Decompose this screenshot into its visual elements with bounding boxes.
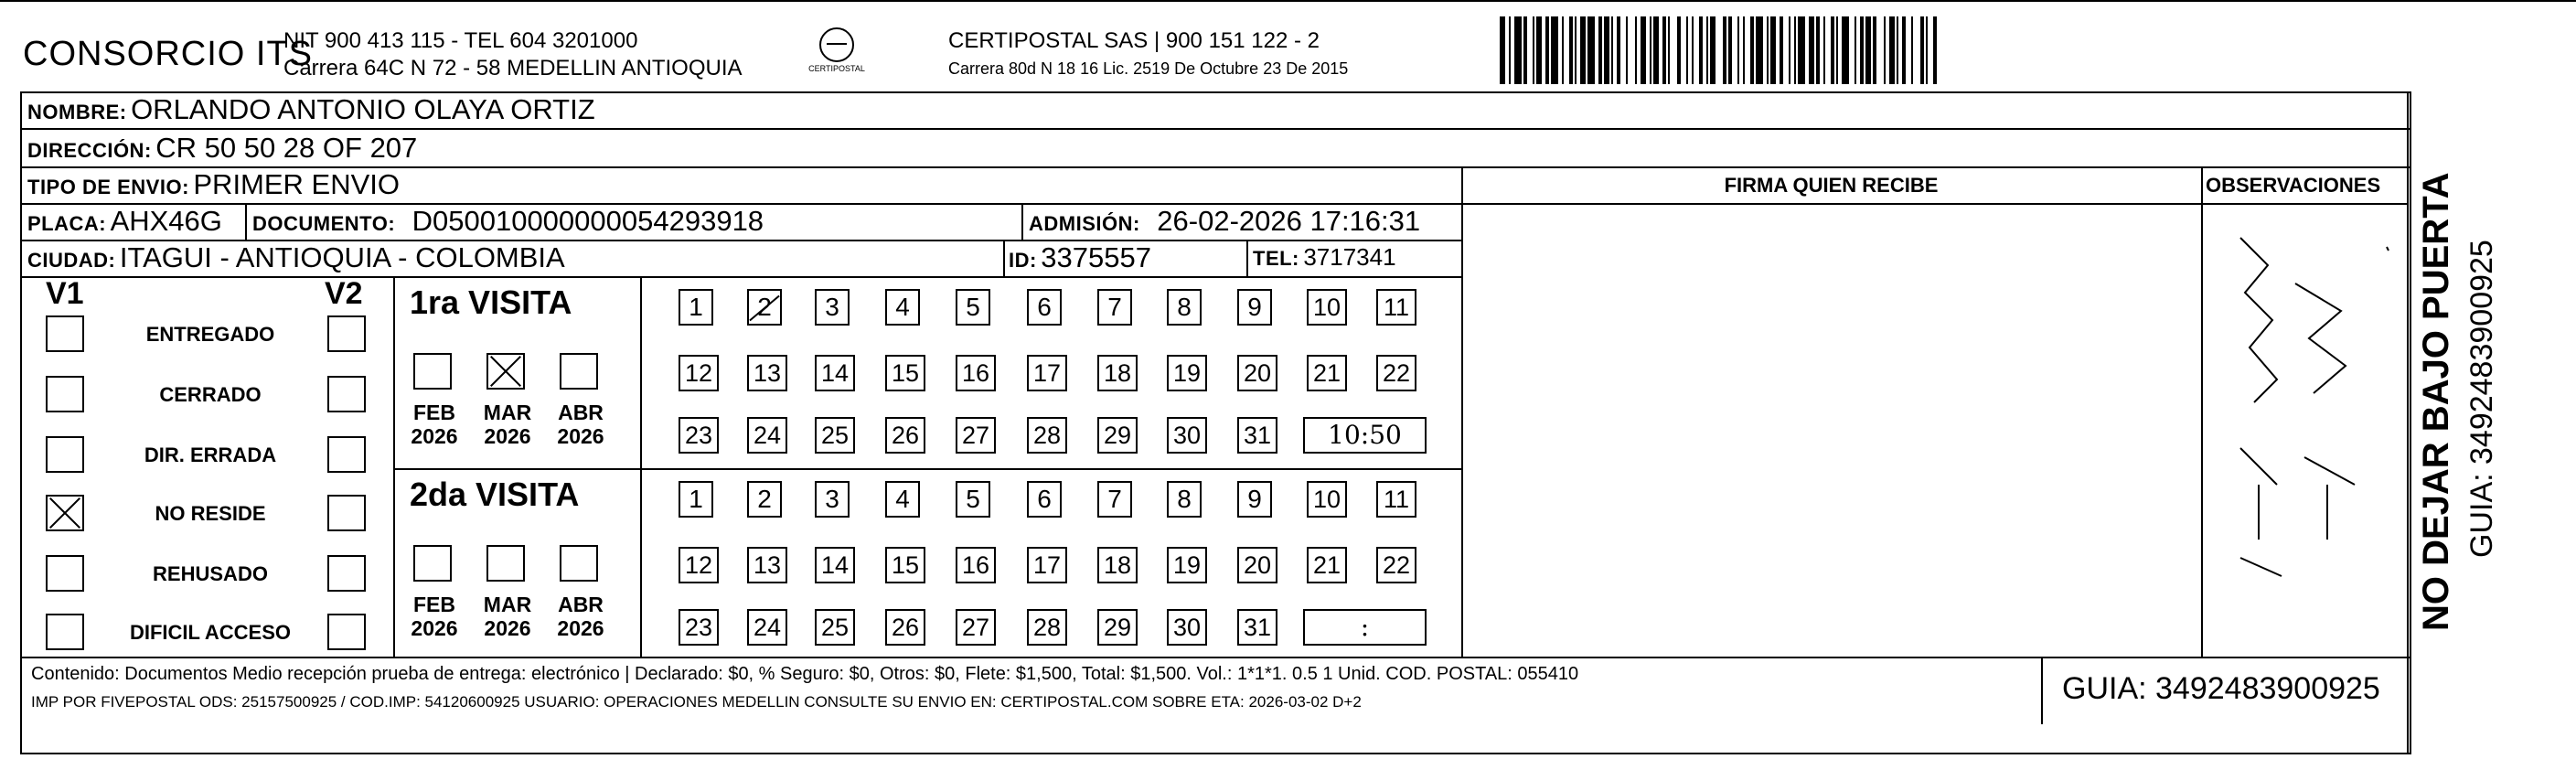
admision-value: 26-02-2026 17:16:31	[1157, 205, 1421, 237]
day-box[interactable]: 23	[679, 609, 719, 646]
day-box[interactable]: 15	[885, 355, 925, 391]
tipo-envio-value: PRIMER ENVIO	[193, 168, 401, 200]
status-label: REHUSADO	[153, 562, 268, 585]
day-box[interactable]: 17	[1027, 355, 1067, 391]
day-box[interactable]: 1	[679, 481, 713, 518]
id-label: ID:	[1009, 249, 1037, 272]
ciudad-value: ITAGUI - ANTIOQUIA - COLOMBIA	[119, 241, 565, 273]
ciudad-field	[27, 241, 565, 274]
footer-contenido: Contenido: Documentos Medio recepción prueba de entrega: electrónico | Declarado: $0, % Seguro: $0, Otros: $0, Flete: $1,500, Total: $1,500. Vol.: 1*1*1. 0.5 1 Unid. COD. POSTAL: 055410	[31, 664, 1579, 684]
day-box[interactable]: 29	[1097, 609, 1138, 646]
day-box[interactable]: 3	[815, 481, 850, 518]
day-box[interactable]: 22	[1376, 547, 1416, 583]
day-box[interactable]: 20	[1237, 355, 1277, 391]
month-caption	[410, 593, 459, 640]
v2-header: V2	[325, 276, 363, 311]
v1-checkbox[interactable]	[46, 555, 84, 592]
divider	[245, 203, 247, 240]
divider	[20, 128, 2411, 130]
tel-label: TEL:	[1253, 247, 1299, 270]
divider	[2201, 166, 2203, 657]
day-box[interactable]: 29	[1097, 417, 1138, 454]
v1-checkbox[interactable]	[46, 376, 84, 412]
top-edge-line	[0, 0, 2576, 2]
barcode-bar	[1937, 16, 1940, 84]
barcode-bar	[1842, 16, 1849, 84]
company-nit: NIT 900 413 115 - TEL 604 3201000	[283, 28, 638, 53]
day-box[interactable]: 27	[956, 609, 996, 646]
divider	[393, 468, 1463, 470]
day-box[interactable]: 28	[1027, 417, 1067, 454]
month-year: 2026	[411, 616, 458, 640]
certipostal-address: Carrera 80d N 18 16 Lic. 2519 De Octubre 23 De 2015	[948, 59, 1349, 78]
day-box[interactable]: 30	[1167, 417, 1207, 454]
v1-checkbox[interactable]	[46, 436, 84, 473]
company-name: CONSORCIO ITS	[23, 35, 314, 73]
company-address: Carrera 64C N 72 - 58 MEDELLIN ANTIOQUIA	[283, 56, 743, 80]
visit-title: 1ra VISITA	[410, 283, 572, 321]
divider	[20, 276, 1462, 278]
v1-checkbox[interactable]	[46, 495, 84, 531]
day-box[interactable]: 21	[1307, 547, 1347, 583]
day-box[interactable]: 25	[815, 609, 855, 646]
day-box[interactable]: 5	[956, 481, 990, 518]
time-box[interactable]: :	[1303, 609, 1427, 646]
certipostal-info	[948, 27, 1348, 82]
status-label: ENTREGADO	[145, 323, 275, 346]
tel-value: 3717341	[1303, 243, 1396, 271]
documento-field	[252, 205, 764, 238]
day-box[interactable]: 30	[1167, 609, 1207, 646]
day-box[interactable]: 26	[885, 609, 925, 646]
day-box[interactable]: 15	[885, 547, 925, 583]
month-label: MAR	[483, 401, 532, 424]
month-caption	[556, 401, 605, 448]
day-box[interactable]: 16	[956, 547, 996, 583]
day-box[interactable]: 18	[1097, 355, 1138, 391]
day-box[interactable]: 9	[1237, 289, 1272, 326]
ciudad-label: CIUDAD:	[27, 249, 116, 272]
month-year: 2026	[557, 424, 604, 448]
day-box[interactable]: 22	[1376, 355, 1416, 391]
day-box[interactable]: 28	[1027, 609, 1067, 646]
day-box[interactable]: 7	[1097, 481, 1132, 518]
day-box[interactable]: 11	[1376, 289, 1416, 326]
no-dejar-bajo-puerta: NO DEJAR BAJO PUERTA	[2416, 172, 2456, 631]
direccion-value: CR 50 50 28 OF 207	[155, 132, 418, 164]
status-label: NO RESIDE	[155, 502, 266, 525]
day-box[interactable]: 24	[747, 609, 787, 646]
month-checkbox[interactable]	[560, 545, 598, 582]
v2-checkbox[interactable]	[327, 376, 366, 412]
month-year: 2026	[557, 616, 604, 640]
divider	[20, 657, 2411, 658]
day-box[interactable]: 20	[1237, 547, 1277, 583]
day-box[interactable]: 19	[1167, 355, 1207, 391]
month-label: ABR	[558, 593, 604, 616]
day-box[interactable]: 24	[747, 417, 787, 454]
divider	[1021, 203, 1023, 240]
barcode-bar	[1587, 16, 1595, 84]
day-box[interactable]: 6	[1027, 289, 1062, 326]
v1-header: V1	[46, 276, 84, 311]
month-checkbox[interactable]	[413, 353, 452, 390]
day-box[interactable]: 6	[1027, 481, 1062, 518]
status-label: DIFICIL ACCESO	[129, 621, 291, 644]
firma-header: FIRMA QUIEN RECIBE	[1724, 174, 1939, 197]
day-box[interactable]: 17	[1027, 547, 1067, 583]
day-box[interactable]: 4	[885, 481, 920, 518]
divider	[1003, 240, 1005, 276]
day-box[interactable]: 11	[1376, 481, 1416, 518]
day-box[interactable]: 21	[1307, 355, 1347, 391]
company-info	[283, 27, 743, 82]
day-box[interactable]: 12	[679, 355, 719, 391]
certipostal-nit: CERTIPOSTAL SAS | 900 151 122 - 2	[948, 28, 1320, 53]
day-box[interactable]: 31	[1237, 609, 1277, 646]
observaciones-header: OBSERVACIONES	[2206, 174, 2381, 197]
tipo-envio-label: TIPO DE ENVIO:	[27, 176, 189, 198]
logo-emblem-icon	[819, 27, 854, 62]
month-year: 2026	[484, 424, 531, 448]
nombre-label: NOMBRE:	[27, 101, 127, 123]
status-label: CERRADO	[159, 383, 262, 406]
direccion-field	[27, 132, 417, 165]
v2-checkbox[interactable]	[327, 555, 366, 592]
divider	[1246, 240, 1248, 276]
barcode-bar	[1514, 16, 1522, 84]
placa-label: PLACA:	[27, 212, 107, 235]
month-checkbox[interactable]	[486, 545, 525, 582]
barcode-bar	[1798, 16, 1805, 84]
footer-guia: GUIA: 3492483900925	[2062, 671, 2380, 706]
month-caption	[556, 593, 605, 640]
day-box[interactable]: 9	[1237, 481, 1272, 518]
day-box[interactable]: 27	[956, 417, 996, 454]
day-box[interactable]: 18	[1097, 547, 1138, 583]
nombre-field	[27, 93, 595, 126]
barcode-bar	[1551, 16, 1558, 84]
day-box[interactable]: 25	[815, 417, 855, 454]
day-box[interactable]: 23	[679, 417, 719, 454]
visit-title: 2da VISITA	[410, 476, 580, 513]
day-box[interactable]: 8	[1167, 289, 1202, 326]
divider	[2041, 657, 2043, 724]
side-guia: GUIA: 3492483900925	[2464, 240, 2499, 558]
divider	[393, 276, 395, 657]
month-checkbox[interactable]	[486, 353, 525, 390]
month-checkbox[interactable]	[413, 545, 452, 582]
tipo-envio-field	[27, 168, 400, 201]
month-caption	[483, 593, 532, 640]
day-box[interactable]: 7	[1097, 289, 1132, 326]
month-year: 2026	[411, 424, 458, 448]
barcode-bar	[1716, 16, 1723, 84]
barcode-bar	[1876, 16, 1884, 84]
status-label: DIR. ERRADA	[144, 444, 277, 466]
month-checkbox[interactable]	[560, 353, 598, 390]
documento-value: D050010000000054293918	[412, 205, 764, 237]
barcode-bar	[1756, 16, 1763, 84]
barcode-bar	[1913, 16, 1920, 84]
month-year: 2026	[484, 616, 531, 640]
day-box[interactable]: 1	[679, 289, 713, 326]
admision-label: ADMISIÓN:	[1029, 212, 1140, 235]
v2-checkbox[interactable]	[327, 614, 366, 650]
day-box[interactable]: 4	[885, 289, 920, 326]
day-box[interactable]: 10	[1307, 481, 1347, 518]
divider	[1461, 166, 1463, 657]
month-label: FEB	[413, 593, 455, 616]
day-box[interactable]: 14	[815, 547, 855, 583]
footer-impresion: IMP POR FIVEPOSTAL ODS: 25157500925 / COD.IMP: 54120600925 USUARIO: OPERACIONES MEDELLIN CONSULTE SU ENVIO EN: CERTIPOSTAL.COM SOBRE ETA: 2026-03-02 D+2	[31, 693, 1362, 711]
day-box[interactable]: 13	[747, 355, 787, 391]
day-box[interactable]: 26	[885, 417, 925, 454]
day-box[interactable]: 13	[747, 547, 787, 583]
day-box[interactable]: 2	[747, 289, 782, 326]
v2-checkbox[interactable]	[327, 315, 366, 352]
day-box[interactable]: 8	[1167, 481, 1202, 518]
day-box[interactable]: 31	[1237, 417, 1277, 454]
v1-checkbox[interactable]	[46, 614, 84, 650]
v2-checkbox[interactable]	[327, 436, 366, 473]
month-label: MAR	[483, 593, 532, 616]
day-box[interactable]: 14	[815, 355, 855, 391]
month-caption	[410, 401, 459, 448]
documento-label: DOCUMENTO:	[252, 212, 396, 235]
logo-text: CERTIPOSTAL	[808, 64, 865, 73]
placa-value: AHX46G	[110, 205, 222, 237]
direccion-label: DIRECCIÓN:	[27, 139, 152, 162]
time-box[interactable]: 10:50	[1303, 417, 1427, 454]
day-box[interactable]: 19	[1167, 547, 1207, 583]
admision-field	[1029, 205, 1420, 238]
divider	[2407, 91, 2409, 754]
day-box[interactable]: 10	[1307, 289, 1347, 326]
tel-field	[1253, 243, 1396, 272]
divider	[640, 276, 642, 657]
month-label: ABR	[558, 401, 604, 424]
day-box[interactable]: 16	[956, 355, 996, 391]
nombre-value: ORLANDO ANTONIO OLAYA ORTIZ	[131, 93, 595, 125]
id-field	[1009, 241, 1151, 274]
observaciones-handwriting	[2204, 210, 2405, 649]
placa-field	[27, 205, 222, 238]
month-label: FEB	[413, 401, 455, 424]
barcode-bar	[1670, 16, 1677, 84]
barcode	[1500, 16, 2231, 84]
month-caption	[483, 401, 532, 448]
barcode-bar	[1628, 16, 1635, 84]
day-box[interactable]: 12	[679, 547, 719, 583]
certipostal-logo	[805, 27, 869, 82]
day-box[interactable]: 2	[747, 481, 782, 518]
v1-checkbox[interactable]	[46, 315, 84, 352]
day-box[interactable]: 3	[815, 289, 850, 326]
v2-checkbox[interactable]	[327, 495, 366, 531]
day-box[interactable]: 5	[956, 289, 990, 326]
id-value: 3375557	[1041, 241, 1151, 273]
